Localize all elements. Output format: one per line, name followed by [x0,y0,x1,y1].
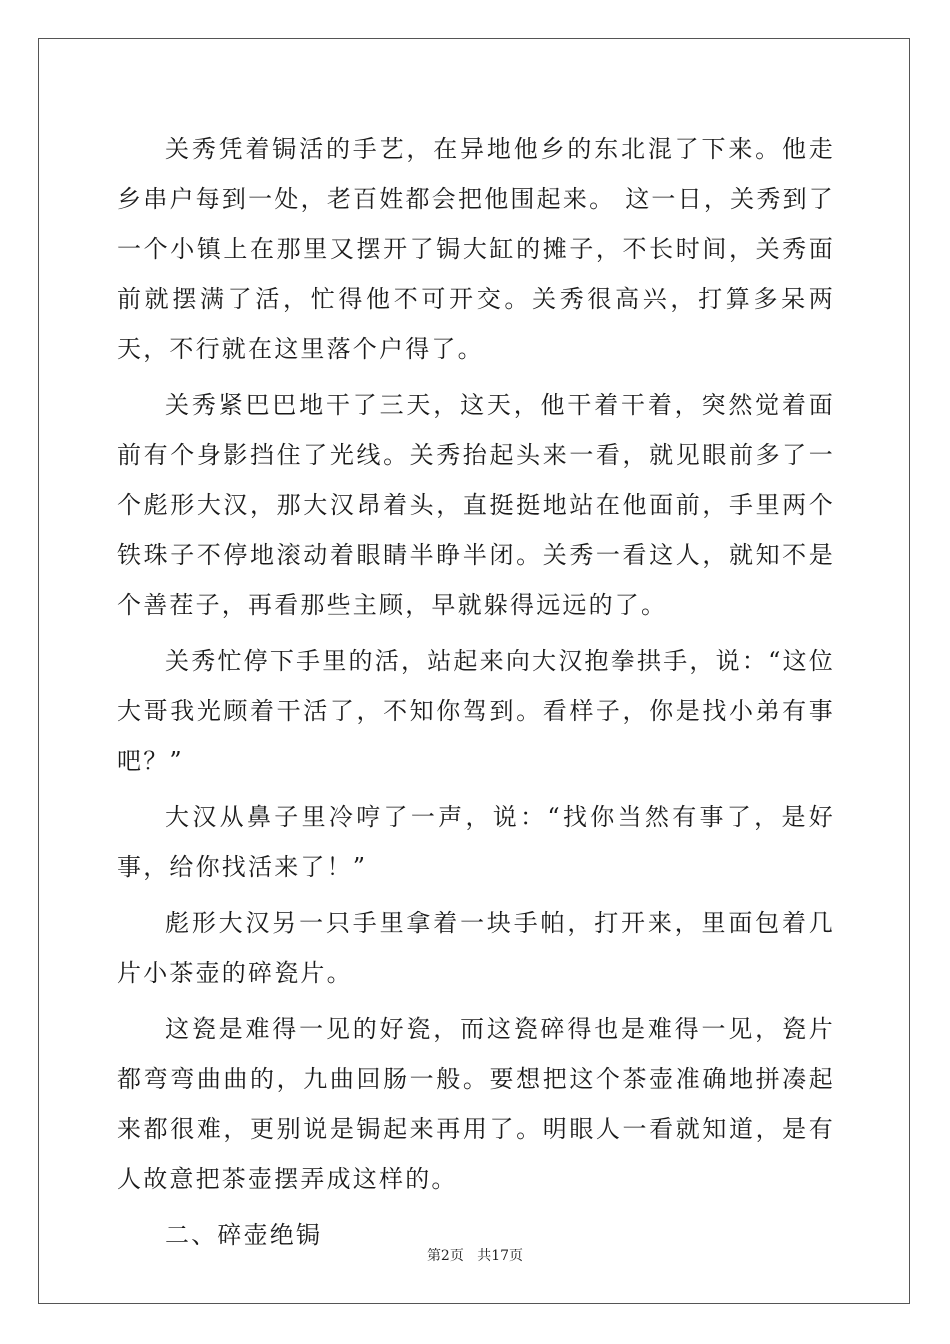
paragraph: 彪形大汉另一只手里拿着一块手帕，打开来，里面包着几片小茶壶的碎瓷片。 [117,909,835,987]
document-body [117,124,835,1266]
paragraph: 大汉从鼻子里冷哼了一声，说：“找你当然有事了，是好事，给你找活来了！” [117,803,835,881]
paragraph: 这瓷是难得一见的好瓷，而这瓷碎得也是难得一见，瓷片都弯弯曲曲的，九曲回肠一般。要想把这个茶壶准确地拼凑起来都很难，更别说是锔起来再用了。明眼人一看就知道，是有人故意把茶壶摆弄成这样的。 [117,1015,835,1193]
page-total: 共17页 [477,1248,524,1264]
paragraph: 关秀凭着锔活的手艺，在异地他乡的东北混了下来。他走乡串户每到一处，老百姓都会把他围起来。 这一日，关秀到了一个小镇上在那里又摆开了锔大缸的摊子，不长时间，关秀面前就摆满了活，忙得他不可开交。关秀很高兴，打算多呆两天，不行就在这里落个户得了。 [117,135,835,363]
paragraph: 关秀忙停下手里的活，站起来向大汉抱拳拱手，说：“这位大哥我光顾着干活了，不知你驾到。看样子，你是找小弟有事吧？” [117,647,835,775]
page-footer [0,1245,950,1265]
section-heading: 二、碎壶绝锔 [165,1221,323,1249]
paragraph: 关秀紧巴巴地干了三天，这天，他干着干着，突然觉着面前有个身影挡住了光线。关秀抬起头来一看，就见眼前多了一个彪形大汉，那大汉昂着头，直挺挺地站在他面前，手里两个铁珠子不停地滚动着眼睛半睁半闭。关秀一看这人，就知不是个善茬子，再看那些主顾，早就躲得远远的了。 [117,391,835,619]
page-number: 第2页 [426,1248,464,1264]
